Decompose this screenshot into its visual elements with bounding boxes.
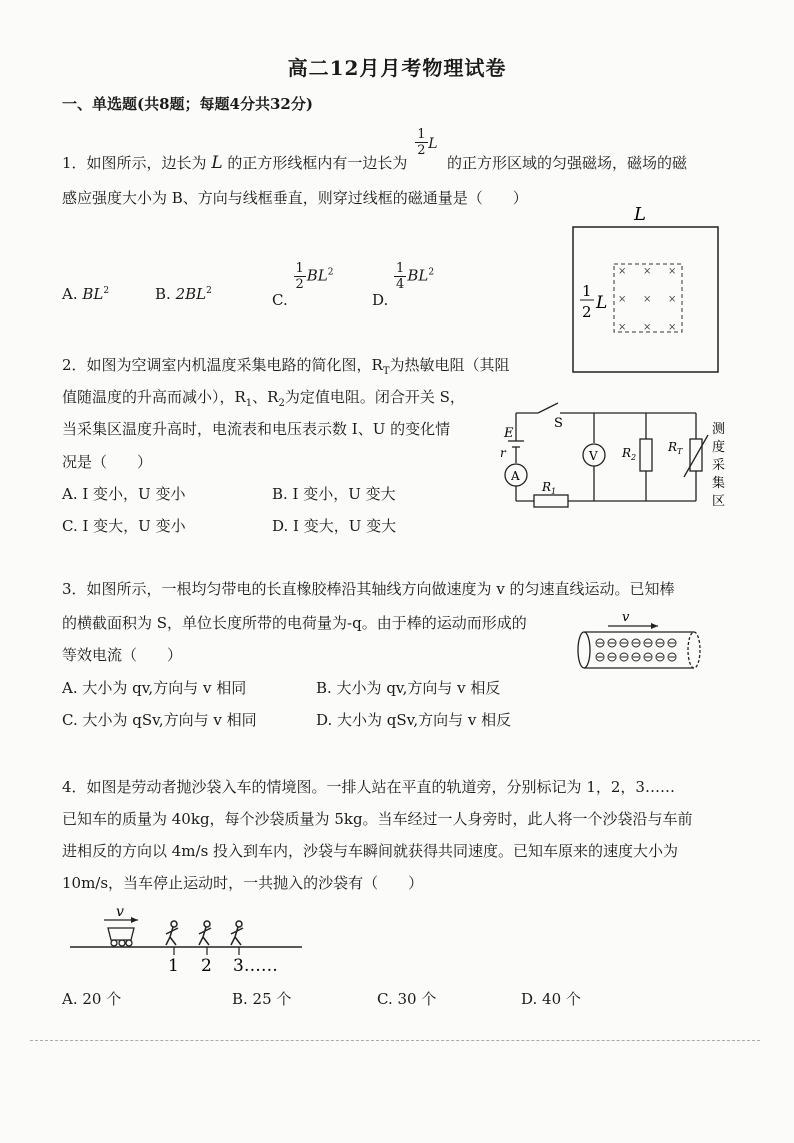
svg-text:×: × bbox=[668, 322, 677, 333]
q4-velocity-label: v bbox=[116, 904, 124, 920]
q2-line2: 值随温度的升高而减小），$R_1$、$R_2$为定值电阻。闭合开关 S， bbox=[62, 388, 465, 409]
q2-option-b[interactable]: B. I 变小，U 变大 bbox=[272, 485, 396, 503]
q1-half-var: L bbox=[428, 136, 438, 152]
svg-text:×: × bbox=[643, 322, 652, 333]
svg-text:区: 区 bbox=[712, 494, 726, 509]
q2-label-rt: $R_T$ bbox=[668, 440, 683, 456]
svg-text:×: × bbox=[668, 294, 677, 305]
q2-zone-label bbox=[712, 422, 725, 509]
q4-option-b[interactable]: B. 25 个 bbox=[232, 990, 292, 1008]
q3-negative-charges bbox=[596, 639, 676, 661]
q1-option-c[interactable]: C. $\frac{1}{2}$ $BL^2$ bbox=[272, 261, 334, 309]
q4-label-1: 1 bbox=[168, 956, 179, 976]
q2-circuit-figure bbox=[498, 395, 738, 515]
q1-figure-top-label: L bbox=[634, 204, 646, 225]
q3-velocity-label: v bbox=[622, 610, 630, 625]
svg-text:集: 集 bbox=[712, 476, 726, 491]
q1-field-marks bbox=[618, 266, 676, 333]
q2-label-a: A bbox=[511, 469, 520, 483]
q2-label-e: E bbox=[504, 426, 514, 441]
q1-number: 1． bbox=[62, 154, 87, 172]
q1-option-c-fraction: $\frac{1}{2}$ bbox=[295, 261, 304, 292]
svg-text:×: × bbox=[643, 294, 652, 305]
q1-text-a: 如图所示，边长为 bbox=[86, 154, 207, 172]
q3-line2: 的横截面积为 S，单位长度所带的电荷量为-q。由于棒的运动而形成的 bbox=[62, 614, 527, 632]
q3-rod-figure bbox=[572, 608, 712, 672]
q1-line1 bbox=[62, 127, 688, 173]
q2-option-c[interactable]: C. I 变大，U 变小 bbox=[62, 517, 186, 535]
q4-label-3: 3…… bbox=[233, 956, 278, 976]
q3-option-a[interactable]: A. 大小为 qv,方向与 v 相同 bbox=[62, 679, 247, 697]
q2-line4: 况是（ ） bbox=[62, 453, 153, 471]
q4-track-figure bbox=[62, 900, 312, 980]
page-divider bbox=[30, 1040, 760, 1041]
q2-label-s: S bbox=[554, 416, 563, 431]
q2-resistor-r1 bbox=[534, 495, 568, 507]
svg-text:×: × bbox=[618, 322, 627, 333]
svg-text:×: × bbox=[643, 266, 652, 277]
q4-line4: 10m/s，当车停止运动时，一共抛入的沙袋有（ ） bbox=[62, 874, 424, 892]
page-title: 高二12月月考物理试卷 bbox=[287, 56, 507, 80]
q4-line1: 4．如图是劳动者抛沙袋入车的情境图。一排人站在平直的轨道旁，分别标记为 1，2，3…… bbox=[62, 778, 675, 796]
q4-option-c[interactable]: C. 30 个 bbox=[377, 990, 437, 1008]
q2-resistor-r2 bbox=[640, 439, 652, 471]
q1-figure-side-var: L bbox=[596, 293, 608, 313]
q4-workers bbox=[166, 921, 243, 945]
svg-text:×: × bbox=[618, 266, 627, 277]
q2-label-r1: $R_1$ bbox=[542, 480, 557, 496]
q3-rod-body bbox=[584, 632, 694, 668]
svg-text:×: × bbox=[668, 266, 677, 277]
q1-figure bbox=[568, 200, 728, 380]
q4-option-a[interactable]: A. 20 个 bbox=[62, 990, 122, 1008]
q3-option-d[interactable]: D. 大小为 qSv,方向与 v 相反 bbox=[316, 711, 512, 729]
q3-line1: 3．如图所示，一根均匀带电的长直橡胶棒沿其轴线方向做速度为 v 的匀速直线运动。已知棒 bbox=[62, 580, 675, 598]
q1-figure-side-den: 2 bbox=[582, 303, 592, 321]
q4-line2: 已知车的质量为 40kg，每个沙袋质量为 5kg。当车经过一人身旁时，此人将一个沙袋沿与车前 bbox=[62, 810, 693, 828]
q1-figure-side-num: 1 bbox=[582, 282, 592, 300]
q4-line3: 进相反的方向以 4m/s 投入到车内，沙袋与车瞬间就获得共同速度。已知车原来的速度大小为 bbox=[62, 842, 679, 860]
q2-label-r2: $R_2$ bbox=[622, 446, 637, 462]
q1-option-d[interactable]: D. $\frac{1}{4}$ $BL^2$ bbox=[372, 261, 435, 309]
q3-option-b[interactable]: B. 大小为 qv,方向与 v 相反 bbox=[316, 679, 501, 697]
q2-option-d[interactable]: D. I 变大，U 变大 bbox=[272, 517, 397, 535]
svg-text:×: × bbox=[618, 294, 627, 305]
q2-line1: 2．如图为空调室内机温度采集电路的简化图，$R_T$为热敏电阻（其阻 bbox=[62, 356, 510, 377]
svg-text:测: 测 bbox=[712, 422, 726, 437]
q4-label-2: 2 bbox=[201, 956, 212, 976]
q1-var-l: L bbox=[211, 153, 223, 173]
section-header: 一、单选题(共8题；每题4分共32分) bbox=[62, 95, 313, 113]
q1-line2: 感应强度大小为 B、方向与线框垂直，则穿过线框的磁通量是（ ） bbox=[62, 189, 528, 207]
q3-line3: 等效电流（ ） bbox=[62, 646, 183, 664]
q4-cart bbox=[108, 928, 134, 946]
q1-option-a[interactable]: A. $BL^2$ bbox=[62, 285, 110, 303]
q2-option-a[interactable]: A. I 变小，U 变小 bbox=[62, 485, 186, 503]
q1-text-b: 的正方形线框内有一边长为 bbox=[227, 154, 408, 172]
q4-option-d[interactable]: D. 40 个 bbox=[521, 990, 581, 1008]
svg-text:采: 采 bbox=[712, 458, 726, 473]
svg-text:度: 度 bbox=[712, 440, 726, 455]
q1-text-c: 的正方形区域的匀强磁场，磁场的磁 bbox=[447, 154, 688, 172]
q3-option-c[interactable]: C. 大小为 qSv,方向与 v 相同 bbox=[62, 711, 257, 729]
q2-label-v: V bbox=[589, 449, 598, 463]
q1-option-d-fraction: $\frac{1}{4}$ bbox=[396, 261, 405, 292]
q1-half-fraction: $\frac{1}{2}$ bbox=[417, 127, 426, 158]
q2-switch bbox=[538, 403, 558, 413]
q2-line3: 当采集区温度升高时，电流表和电压表示数 I、U 的变化情 bbox=[62, 420, 451, 438]
q1-option-b[interactable]: B. $2BL^2$ bbox=[155, 285, 212, 303]
q2-label-r: r bbox=[500, 446, 506, 460]
